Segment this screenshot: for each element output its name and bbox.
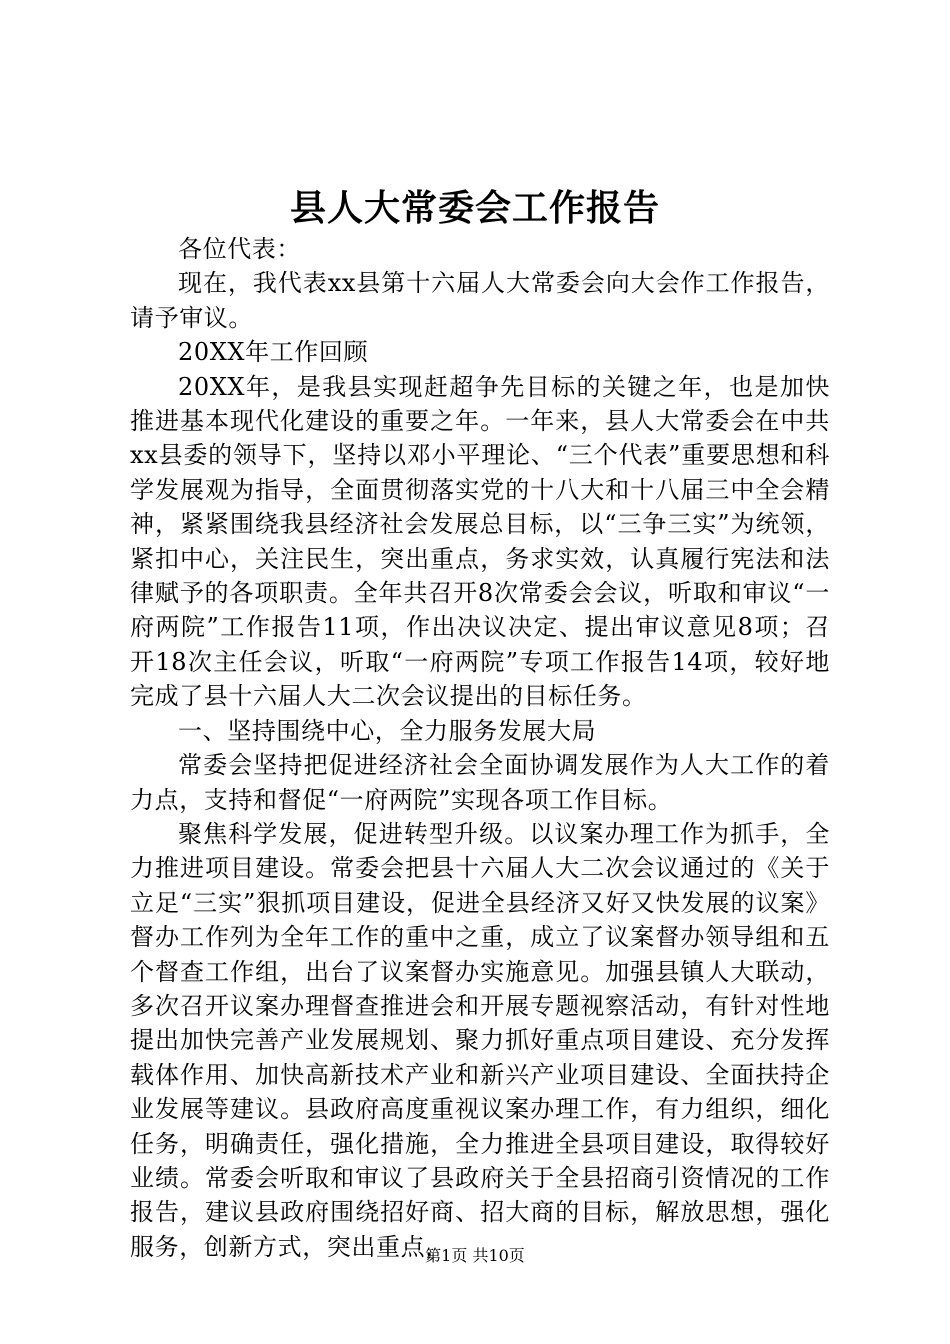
document-body <box>130 232 830 1264</box>
document-title: 县人大常委会工作报告 <box>289 187 660 229</box>
review-paragraph: 20XX年，是我县实现赶超争先目标的关键之年，也是加快推进基本现代化建设的重要之年。一年来，县人大常委会在中共xx县委的领导下，坚持以邓小平理论、“三个代表”重要思想和科学发展观为指导，全面贯彻落实党的十八大和十八届三中全会精神，紧紧围绕我县经济社会发展总目标，以“三争三实”为统领，紧扣中心，关注民生，突出重点，务求实效，认真履行宪法和法律赋予的各项职责。全年共召开8次常委会会议，听取和审议“一府两院”工作报告11项，作出决议决定、提出审议意见8项；召开18次主任会议，听取“一府两院”专项工作报告14项，较好地完成了县十六届人大二次会议提出的目标任务。 <box>130 372 830 711</box>
page-footer: 第1页 共10页 <box>425 1246 525 1265</box>
intro-paragraph: 现在，我代表xx县第十六届人大常委会向大会作工作报告，请予审议。 <box>130 269 830 332</box>
section-heading-one: 一、坚持围绕中心，全力服务发展大局 <box>178 716 597 745</box>
section-heading-review: 20XX年工作回顾 <box>178 338 369 367</box>
salutation-paragraph: 各位代表： <box>178 235 301 263</box>
section-one-intro-paragraph: 常委会坚持把促进经济社会全面协调发展作为人大工作的着力点，支持和督促“一府两院”实现各项工作目标。 <box>130 751 830 814</box>
section-one-detail-paragraph: 聚焦科学发展，促进转型升级。以议案办理工作为抓手，全力推进项目建设。常委会把县十六届人大二次会议通过的《关于立足“三实”狠抓项目建设，促进全县经济又好又快发展的议案》督办工作列为全年工作的重中之重，成立了议案督办领导组和五个督查工作组，出台了议案督办实施意见。加强县镇人大联动，多次召开议案办理督查推进会和开展专题视察活动，有针对性地提出加快完善产业发展规划、聚力抓好重点项目建设、充分发挥载体作用、加快高新技术产业和新兴产业项目建设、全面扶持企业发展等建议。县政府高度重视议案办理工作，有力组织，细化任务，明确责任，强化措施，全力推进全县项目建设，取得较好业绩。常委会听取和审议了县政府关于全县招商引资情况的工作报告，建议县政府围绕招好商、招大商的目标，解放思想，强化服务，创新方式，突出重点， <box>130 819 830 1261</box>
